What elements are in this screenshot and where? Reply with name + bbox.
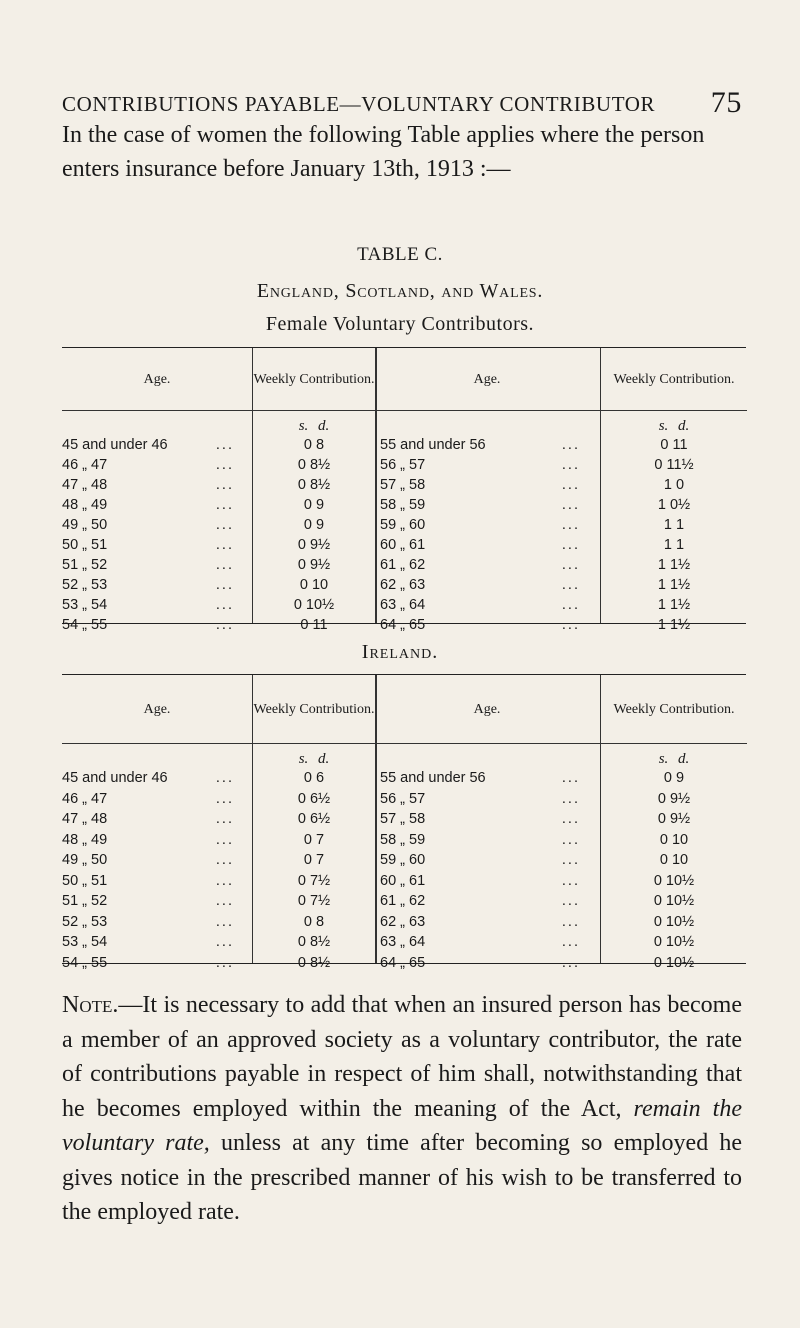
age-range-cell: 59 „ 60 bbox=[380, 517, 426, 533]
age-header: Age. bbox=[62, 348, 252, 411]
table-row bbox=[253, 575, 375, 595]
leader-dots: ... bbox=[561, 913, 580, 930]
note-text-end: unless at any time after becoming so employed he gives notice in the prescribed manner of his wish to be transferred to the employed rate. bbox=[62, 1130, 743, 1225]
age-range-cell: 52 „ 53 bbox=[62, 577, 108, 593]
age-range-cell: 47 „ 48 bbox=[62, 811, 108, 827]
leader-dots: ... bbox=[561, 852, 580, 868]
contribution-cell: 0 8½ bbox=[297, 934, 331, 950]
contribution-cell: 0 9½ bbox=[297, 537, 331, 553]
table-row bbox=[374, 850, 600, 871]
leader-dots: ... bbox=[215, 437, 234, 453]
age-rows bbox=[374, 435, 600, 635]
table-row bbox=[62, 555, 252, 575]
table-row bbox=[253, 475, 375, 495]
contribution-cell: 0 11 bbox=[300, 617, 328, 633]
age-range-cell: 62 „ 63 bbox=[380, 913, 426, 930]
table-row bbox=[374, 809, 600, 830]
age-range-cell: 55 and under 56 bbox=[380, 437, 486, 453]
table-row bbox=[374, 475, 600, 495]
age-range-cell: 52 „ 53 bbox=[62, 913, 108, 930]
table-row bbox=[601, 595, 747, 615]
table-row bbox=[62, 515, 252, 535]
table-row bbox=[601, 555, 747, 575]
age-range-cell: 50 „ 51 bbox=[62, 537, 108, 553]
leader-dots: ... bbox=[215, 872, 234, 889]
table-row bbox=[62, 475, 252, 495]
table-row bbox=[62, 435, 252, 455]
leader-dots: ... bbox=[561, 437, 580, 453]
leader-dots: ... bbox=[215, 913, 234, 930]
leader-dots: ... bbox=[215, 537, 234, 553]
contribution-rows bbox=[253, 435, 375, 635]
table-row bbox=[601, 789, 747, 810]
note-emphasis: remain the voluntary rate, bbox=[62, 1095, 743, 1156]
leader-dots: ... bbox=[561, 893, 580, 909]
age-range-cell: 49 „ 50 bbox=[62, 517, 108, 533]
leader-dots: ... bbox=[561, 770, 580, 786]
age-range-cell: 54 „ 55 bbox=[62, 954, 108, 971]
female-contributors-subheading: Female Voluntary Contributors. bbox=[265, 313, 535, 335]
contribution-cell: 0 7½ bbox=[297, 872, 331, 889]
table-row bbox=[253, 455, 375, 475]
leader-dots: ... bbox=[561, 517, 580, 533]
table-row bbox=[62, 850, 252, 871]
leader-dots: ... bbox=[215, 597, 234, 613]
leader-dots: ... bbox=[215, 790, 234, 807]
age-range-cell: 61 „ 62 bbox=[380, 557, 426, 573]
age-range-cell: 53 „ 54 bbox=[62, 597, 108, 613]
age-column-right bbox=[374, 675, 600, 971]
table-row bbox=[62, 871, 252, 892]
age-range-cell: 55 and under 56 bbox=[380, 770, 486, 786]
contribution-cell: 1 1½ bbox=[657, 557, 691, 573]
age-range-cell: 53 „ 54 bbox=[62, 934, 108, 950]
table-row bbox=[601, 435, 747, 455]
table-row bbox=[601, 912, 747, 933]
note-text: —It is necessary to add that when an insured person has become a member of an approved society as a voluntary contributor, the rate of contributions payable in respect of him shall, notwithstanding that he becomes employed within the meaning of the Act, bbox=[62, 992, 742, 1122]
weekly-contribution-header: Weekly Contribution. bbox=[253, 675, 375, 744]
table-row bbox=[253, 850, 375, 871]
contribution-cell: 1 1½ bbox=[657, 617, 691, 633]
age-rows bbox=[62, 768, 252, 973]
table-row bbox=[601, 768, 747, 789]
age-range-cell: 57 „ 58 bbox=[380, 811, 426, 827]
contribution-cell: 0 8 bbox=[303, 913, 325, 930]
leader-dots: ... bbox=[215, 577, 234, 593]
leader-dots: ... bbox=[561, 954, 580, 971]
table-row bbox=[374, 830, 600, 851]
age-range-cell: 50 „ 51 bbox=[62, 872, 108, 889]
age-range-cell: 58 „ 59 bbox=[380, 497, 426, 513]
contribution-cell: 0 10 bbox=[659, 831, 689, 848]
contribution-cell: 0 11 bbox=[660, 437, 688, 453]
weekly-contribution-header: Weekly Contribution. bbox=[253, 348, 375, 411]
leader-dots: ... bbox=[561, 497, 580, 513]
age-header: Age. bbox=[62, 675, 252, 744]
leader-dots: ... bbox=[561, 872, 580, 889]
contribution-cell: 1 1½ bbox=[657, 597, 691, 613]
contribution-cell: 0 6½ bbox=[297, 790, 331, 807]
intro-paragraph: In the case of women the following Table applies where the person enters insurance before January 13th, 1913 :— bbox=[62, 122, 705, 182]
table-row bbox=[253, 932, 375, 953]
contribution-cell: 0 9½ bbox=[657, 811, 691, 827]
table-row bbox=[374, 891, 600, 912]
table-row bbox=[253, 515, 375, 535]
leader-dots: ... bbox=[561, 790, 580, 807]
table-row bbox=[62, 455, 252, 475]
leader-dots: ... bbox=[561, 577, 580, 593]
age-range-cell: 62 „ 63 bbox=[380, 577, 426, 593]
age-range-cell: 57 „ 58 bbox=[380, 477, 426, 493]
leader-dots: ... bbox=[215, 852, 234, 868]
table-row bbox=[601, 515, 747, 535]
age-range-cell: 46 „ 47 bbox=[62, 457, 108, 473]
contribution-cell: 0 7½ bbox=[297, 893, 331, 909]
currency-unit-label: s. d. bbox=[658, 751, 690, 767]
contribution-cell: 0 6½ bbox=[297, 811, 331, 827]
table-row bbox=[374, 455, 600, 475]
contribution-cell: 0 10½ bbox=[653, 954, 695, 971]
ireland-table bbox=[62, 674, 746, 971]
age-range-cell: 46 „ 47 bbox=[62, 790, 108, 807]
age-range-cell: 63 „ 64 bbox=[380, 934, 426, 950]
leader-dots: ... bbox=[215, 517, 234, 533]
table-row bbox=[601, 575, 747, 595]
leader-dots: ... bbox=[215, 457, 234, 473]
age-range-cell: 54 „ 55 bbox=[62, 617, 108, 633]
age-range-cell: 60 „ 61 bbox=[380, 537, 426, 553]
age-range-cell: 48 „ 49 bbox=[62, 497, 108, 513]
contribution-rows bbox=[253, 768, 375, 973]
contribution-cell: 0 6 bbox=[303, 770, 325, 786]
leader-dots: ... bbox=[215, 831, 234, 848]
note-paragraph bbox=[62, 988, 742, 1230]
contribution-cell: 0 9½ bbox=[297, 557, 331, 573]
table-row bbox=[62, 495, 252, 515]
age-range-cell: 47 „ 48 bbox=[62, 477, 108, 493]
table-row bbox=[601, 495, 747, 515]
age-range-cell: 45 and under 46 bbox=[62, 770, 168, 786]
table-row bbox=[253, 953, 375, 974]
leader-dots: ... bbox=[215, 770, 234, 786]
table-row bbox=[62, 615, 252, 635]
weekly-contribution-column-right bbox=[600, 348, 747, 633]
contribution-cell: 0 8 bbox=[303, 437, 325, 453]
leader-dots: ... bbox=[561, 934, 580, 950]
table-row bbox=[253, 535, 375, 555]
table-row bbox=[374, 953, 600, 974]
age-range-cell: 48 „ 49 bbox=[62, 831, 108, 848]
leader-dots: ... bbox=[561, 831, 580, 848]
contribution-cell: 0 7 bbox=[303, 852, 325, 868]
age-column-left bbox=[62, 348, 252, 633]
table-row bbox=[62, 830, 252, 851]
page-number: 75 bbox=[710, 86, 742, 119]
age-header: Age. bbox=[374, 675, 600, 744]
contribution-cell: 0 10½ bbox=[293, 597, 335, 613]
table-row bbox=[601, 932, 747, 953]
table-row bbox=[374, 535, 600, 555]
contribution-cell: 0 8½ bbox=[297, 477, 331, 493]
table-row bbox=[374, 912, 600, 933]
table-row bbox=[253, 615, 375, 635]
table-row bbox=[374, 515, 600, 535]
table-row bbox=[62, 535, 252, 555]
weekly-contribution-header: Weekly Contribution. bbox=[601, 675, 747, 744]
leader-dots: ... bbox=[215, 497, 234, 513]
table-row bbox=[601, 953, 747, 974]
contribution-cell: 0 10 bbox=[299, 577, 329, 593]
age-column-left bbox=[62, 675, 252, 971]
contribution-cell: 1 0½ bbox=[657, 497, 691, 513]
table-row bbox=[374, 555, 600, 575]
weekly-contribution-column-left bbox=[252, 348, 377, 633]
contribution-rows bbox=[601, 435, 747, 635]
weekly-contribution-header: Weekly Contribution. bbox=[601, 348, 747, 411]
contribution-cell: 1 0 bbox=[663, 477, 685, 493]
table-row bbox=[62, 809, 252, 830]
leader-dots: ... bbox=[561, 457, 580, 473]
table-caption: TABLE C. bbox=[357, 244, 443, 265]
age-range-cell: 61 „ 62 bbox=[380, 893, 426, 909]
table-row bbox=[253, 809, 375, 830]
leader-dots: ... bbox=[215, 954, 234, 971]
age-range-cell: 45 and under 46 bbox=[62, 437, 168, 453]
table-row bbox=[601, 475, 747, 495]
contribution-cell: 1 1 bbox=[663, 537, 685, 553]
contribution-cell: 1 1 bbox=[663, 517, 685, 533]
leader-dots: ... bbox=[561, 477, 580, 493]
table-row bbox=[374, 768, 600, 789]
table-row bbox=[374, 435, 600, 455]
age-range-cell: 58 „ 59 bbox=[380, 831, 426, 848]
table-row bbox=[601, 535, 747, 555]
contribution-cell: 0 10 bbox=[659, 852, 689, 868]
age-rows bbox=[62, 435, 252, 635]
table-row bbox=[253, 555, 375, 575]
table-row bbox=[374, 789, 600, 810]
table-row bbox=[62, 891, 252, 912]
age-range-cell: 49 „ 50 bbox=[62, 852, 108, 868]
leader-dots: ... bbox=[215, 617, 234, 633]
contribution-cell: 0 8½ bbox=[297, 457, 331, 473]
currency-unit-label: s. d. bbox=[298, 751, 330, 767]
leader-dots: ... bbox=[561, 597, 580, 613]
age-range-cell: 56 „ 57 bbox=[380, 457, 426, 473]
age-range-cell: 51 „ 52 bbox=[62, 557, 108, 573]
table-row bbox=[601, 850, 747, 871]
contribution-cell: 0 9 bbox=[303, 497, 325, 513]
table-row bbox=[253, 768, 375, 789]
leader-dots: ... bbox=[215, 557, 234, 573]
age-range-cell: 56 „ 57 bbox=[380, 790, 426, 807]
age-rows bbox=[374, 768, 600, 973]
table-row bbox=[374, 495, 600, 515]
table-row bbox=[601, 615, 747, 635]
table-row bbox=[374, 575, 600, 595]
table-row bbox=[601, 891, 747, 912]
table-row bbox=[374, 932, 600, 953]
contribution-cell: 0 10½ bbox=[653, 913, 695, 930]
table-row bbox=[601, 455, 747, 475]
leader-dots: ... bbox=[561, 617, 580, 633]
ireland-heading: Ireland. bbox=[361, 641, 439, 663]
table-row bbox=[253, 789, 375, 810]
table-row bbox=[62, 768, 252, 789]
contribution-cell: 0 10½ bbox=[653, 872, 695, 889]
table-row bbox=[62, 595, 252, 615]
leader-dots: ... bbox=[561, 811, 580, 827]
weekly-contribution-column-left bbox=[252, 675, 377, 971]
note-label: Note. bbox=[62, 992, 119, 1018]
leader-dots: ... bbox=[215, 893, 234, 909]
leader-dots: ... bbox=[215, 811, 234, 827]
leader-dots: ... bbox=[215, 477, 234, 493]
table-row bbox=[253, 495, 375, 515]
weekly-contribution-column-right bbox=[600, 675, 747, 971]
contribution-cell: 0 9 bbox=[663, 770, 685, 786]
age-range-cell: 60 „ 61 bbox=[380, 872, 426, 889]
running-head-title: CONTRIBUTIONS PAYABLE—VOLUNTARY CONTRIBUTOR bbox=[62, 92, 656, 116]
table-row bbox=[253, 912, 375, 933]
leader-dots: ... bbox=[561, 537, 580, 553]
age-column-right bbox=[374, 348, 600, 633]
contribution-cell: 0 8½ bbox=[297, 954, 331, 971]
table-row bbox=[253, 871, 375, 892]
table-row bbox=[62, 953, 252, 974]
age-range-cell: 63 „ 64 bbox=[380, 597, 426, 613]
great-britain-heading: England, Scotland, and Wales. bbox=[256, 280, 544, 302]
table-row bbox=[374, 595, 600, 615]
table-row bbox=[374, 871, 600, 892]
table-row bbox=[253, 435, 375, 455]
great-britain-table bbox=[62, 347, 746, 633]
table-row bbox=[601, 809, 747, 830]
contribution-cell: 1 1½ bbox=[657, 577, 691, 593]
contribution-cell: 0 11½ bbox=[654, 457, 694, 473]
table-row bbox=[253, 830, 375, 851]
contribution-cell: 0 7 bbox=[303, 831, 325, 848]
age-header: Age. bbox=[374, 348, 600, 411]
contribution-cell: 0 9½ bbox=[657, 790, 691, 807]
contribution-cell: 0 10½ bbox=[653, 934, 695, 950]
contribution-rows bbox=[601, 768, 747, 973]
table-row bbox=[253, 595, 375, 615]
table-row bbox=[62, 789, 252, 810]
table-row bbox=[253, 891, 375, 912]
table-row bbox=[62, 575, 252, 595]
age-range-cell: 64 „ 65 bbox=[380, 617, 426, 633]
table-row bbox=[601, 830, 747, 851]
table-row bbox=[62, 932, 252, 953]
contribution-cell: 0 9 bbox=[303, 517, 325, 533]
age-range-cell: 64 „ 65 bbox=[380, 954, 426, 971]
currency-unit-label: s. d. bbox=[298, 418, 330, 434]
age-range-cell: 51 „ 52 bbox=[62, 893, 108, 909]
leader-dots: ... bbox=[215, 934, 234, 950]
age-range-cell: 59 „ 60 bbox=[380, 852, 426, 868]
table-row bbox=[374, 615, 600, 635]
contribution-cell: 0 10½ bbox=[653, 893, 695, 909]
leader-dots: ... bbox=[561, 557, 580, 573]
currency-unit-label: s. d. bbox=[658, 418, 690, 434]
table-row bbox=[601, 871, 747, 892]
table-row bbox=[62, 912, 252, 933]
